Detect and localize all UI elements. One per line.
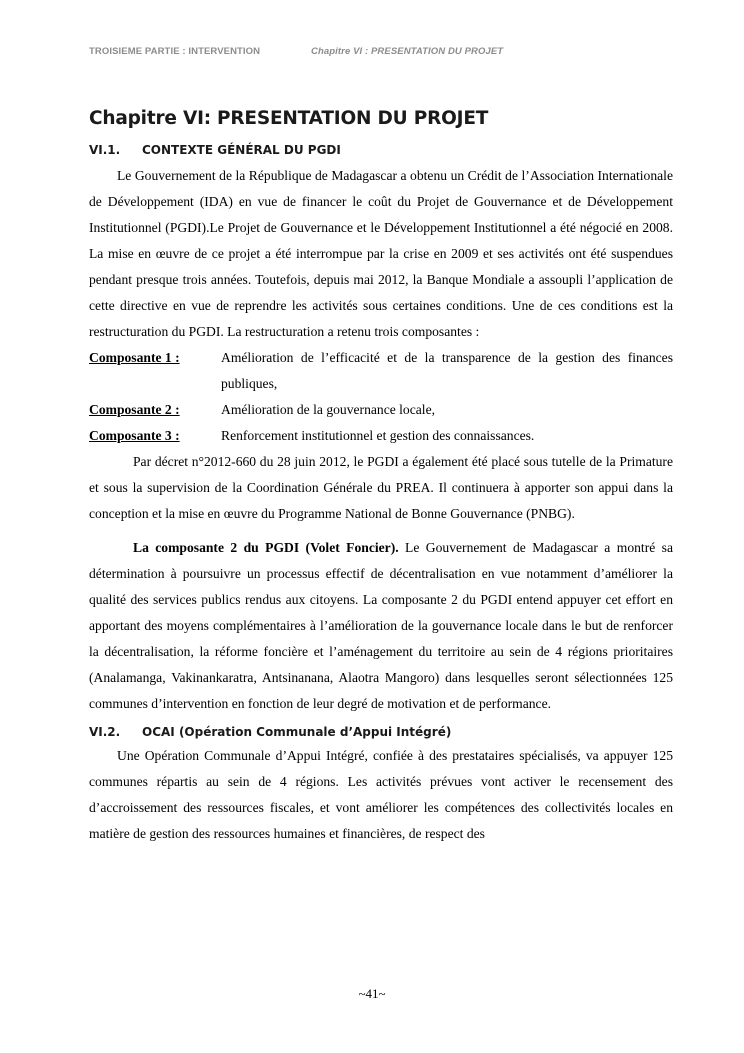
component-label: Composante 3 : <box>89 428 180 443</box>
component-label: Composante 1 : <box>89 350 180 365</box>
paragraph-body: Le Gouvernement de Madagascar a montré sa détermination à poursuivre un processus effectif de décentralisation en vue notamment d’améliorer la qualité des services publics rendus aux citoyens. La composante 2 du PGDI entend appuyer cet effort en apportant des moyens complémentaires à l’amélioration de la gouvernance locale dans le but de renforcer la décentralisation, la réforme foncière et l’aménagement du territoire au sein de 4 régions prioritaires (Analamanga, Vakinankaratra, Antsinanana, Alaotra Mangoro) dans lesquelles seront sélectionnées 125 communes d’intervention en fonction de leur degré de motivation et de performance. <box>89 540 673 711</box>
component-text: Amélioration de l’efficacité et de la transparence de la gestion des finances publiques, <box>221 350 673 391</box>
section-title: OCAI (Opération Communale d’Appui Intégré) <box>142 725 452 739</box>
chapter-number: Chapitre VI: <box>89 108 211 129</box>
section-heading <box>89 143 673 157</box>
page-number: ~41~ <box>358 986 386 1001</box>
header-chapter: Chapitre VI : PRESENTATION DU PROJET <box>311 46 504 57</box>
component-text: Amélioration de la gouvernance locale, <box>221 402 436 417</box>
component-item <box>89 397 673 423</box>
paragraph: Par décret n°2012-660 du 28 juin 2012, le PGDI a également été placé sous tutelle de la Primature et sous la supervision de la Coordination Générale du PREA. Il continuera à apporter son appui dans la conception et la mise en œuvre du Programme National de Bonne Gouvernance (PNBG). <box>89 454 673 521</box>
component-label: Composante 2 : <box>89 402 180 417</box>
section-number: VI.1. <box>89 143 121 157</box>
header-part: TROISIEME PARTIE : INTERVENTION <box>89 46 261 57</box>
paragraph <box>89 535 673 717</box>
section-title: CONTEXTE GÉNÉRAL DU PGDI <box>142 143 341 157</box>
paragraph-lead: La composante 2 du PGDI (Volet Foncier). <box>133 540 399 555</box>
component-item <box>89 345 673 397</box>
running-header <box>89 46 674 57</box>
section-number: VI.2. <box>89 725 121 739</box>
page-content <box>89 108 673 847</box>
section-heading <box>89 725 673 739</box>
paragraph: Une Opération Communale d’Appui Intégré, confiée à des prestataires spécialisés, va appuyer 125 communes répartis au sein de 4 régions. Les activités prévues vont activer le recensement des d’accroissement des ressources fiscales, et vont améliorer les compétences des collectivités locales en matière de gestion des ressources humaines et financières, de respect des <box>89 748 673 841</box>
paragraph: Le Gouvernement de la République de Madagascar a obtenu un Crédit de l’Association Internationale de Développement (IDA) en vue de financer le coût du Projet de Gouvernance et de Développement Institutionnel (PGDI).Le Projet de Gouvernance et le Développement Institutionnel a été négocié en 2008. La mise en œuvre de ce projet a été interrompue par la crise en 2009 et ses activités ont été suspendues pendant presque trois années. Toutefois, depuis mai 2012, la Banque Mondiale a assoupli l’application de cette directive en vue de reprendre les activités sous certaines conditions. Une de ces conditions est la restructuration du PGDI. La restructuration a retenu trois composantes : <box>89 168 673 339</box>
component-text: Renforcement institutionnel et gestion des connaissances. <box>221 428 535 443</box>
component-item <box>89 423 673 449</box>
chapter-title: PRESENTATION DU PROJET <box>217 108 489 129</box>
chapter-heading <box>89 108 673 129</box>
